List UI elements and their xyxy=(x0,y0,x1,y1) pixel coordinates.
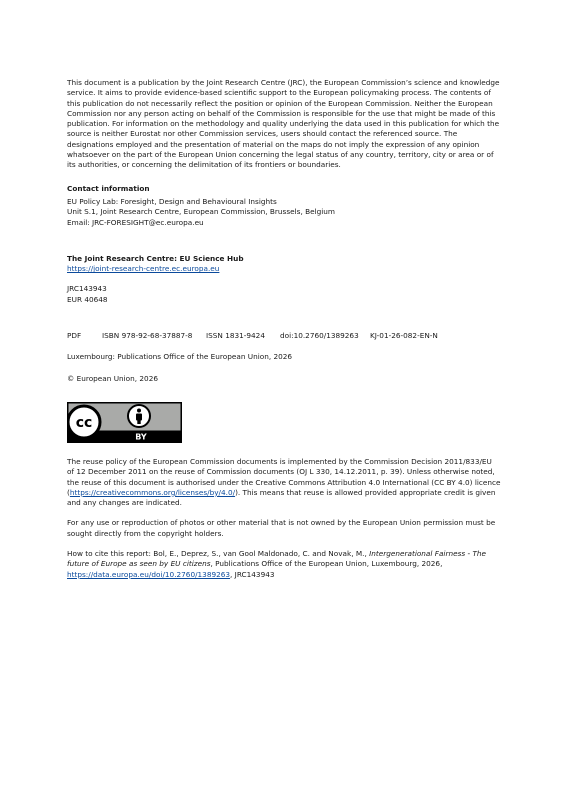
doi-link[interactable]: https://data.europa.eu/doi/10.2760/1389263 xyxy=(67,569,231,579)
disclaimer-paragraph: This document is a publication by the Joint Research Centre (JRC), the European Commission’s science and knowledge service. It aims to provide evidence-based scientific support to the European policymaking process. The contents of this publication do not necessarily reflect the position or opinion of the European Commission. Neither the European Commission nor any person acting on behalf of the Commission is responsible for the use that might be made of this publication. For information on the methodology and quality underlying the data used in this publication for which the source is neither Eurostat nor other Commission services, users should contact the referenced source. The designations employed and the presentation of material on the maps do not imply the expression of any opinion whatsoever on the part of the European Union concerning the legal status of any country, territory, city or area or of its authorities, or concerning the delimitation of its frontiers or boundaries. xyxy=(67,78,500,170)
cc-by-license-badge xyxy=(67,402,182,443)
reuse-policy-paragraph: The reuse policy of the European Commission documents is implemented by the Commission Decision 2011/833/EU of 12 December 2011 on the reuse of Commission documents (OJ L 330, 14.12.2011, p. 39). Unless otherwise noted, the reuse of this document is authorised under the Creative Commons Attribution 4.0 International (CC BY 4.0) licence (https://creativecommons.org/licenses/by/4.0/). This means that reuse is allowed provided appropriate credit is given and any changes are indicated. xyxy=(67,456,501,508)
format-label: PDF xyxy=(67,331,82,341)
science-hub-link[interactable]: https://joint-research-centre.ec.europa.eu xyxy=(67,264,220,274)
contact-address: Unit S.1, Joint Research Centre, European Commission, Brussels, Belgium xyxy=(67,207,336,217)
cc-by-logo-icon xyxy=(67,402,182,443)
doi: doi:10.2760/1389263 xyxy=(280,331,359,341)
contact-unit-name: EU Policy Lab: Foresight, Design and Behavioural Insights xyxy=(67,196,277,206)
copyright-line: © European Union, 2026 xyxy=(67,373,158,383)
cc-license-link[interactable]: https://creativecommons.org/licenses/by/4.0/ xyxy=(69,487,236,497)
science-hub-title: The Joint Research Centre: EU Science Hub xyxy=(67,253,244,263)
publication-identifiers-row xyxy=(67,331,501,341)
issn: ISSN 1831-9424 xyxy=(206,331,265,341)
by-mark: BY xyxy=(135,432,147,442)
contact-email: Email: JRC-FORESIGHT@ec.europa.eu xyxy=(67,217,204,227)
identifier-block xyxy=(67,284,501,305)
contact-heading: Contact information xyxy=(67,183,150,193)
eur-number: EUR 40648 xyxy=(67,294,108,304)
jrc-number: JRC143943 xyxy=(67,284,107,294)
citation-paragraph: How to cite this report: Bol, E., Deprez, S., van Gool Maldonado, C. and Novak, M., Intergenerational Fairness - The future of Europe as seen by EU citizens, Publications Office of the European Union, Luxembourg, 2026, https://data.europa.eu/doi/10.2760/1389263, JRC143943 xyxy=(67,549,487,579)
photos-paragraph: For any use or reproduction of photos or other material that is not owned by the European Union permission must be sought directly from the copyright holders. xyxy=(67,518,496,538)
contact-block xyxy=(67,197,501,228)
catalogue-number: KJ-01-26-082-EN-N xyxy=(370,331,438,341)
publisher-line: Luxembourg: Publications Office of the European Union, 2026 xyxy=(67,352,293,362)
cc-mark: cc xyxy=(75,414,93,431)
isbn: ISBN 978-92-68-37887-8 xyxy=(102,331,193,341)
legal-notice-page xyxy=(67,78,501,580)
report-title: Intergenerational Fairness - The future of Europe as seen by EU citizens xyxy=(67,549,487,569)
